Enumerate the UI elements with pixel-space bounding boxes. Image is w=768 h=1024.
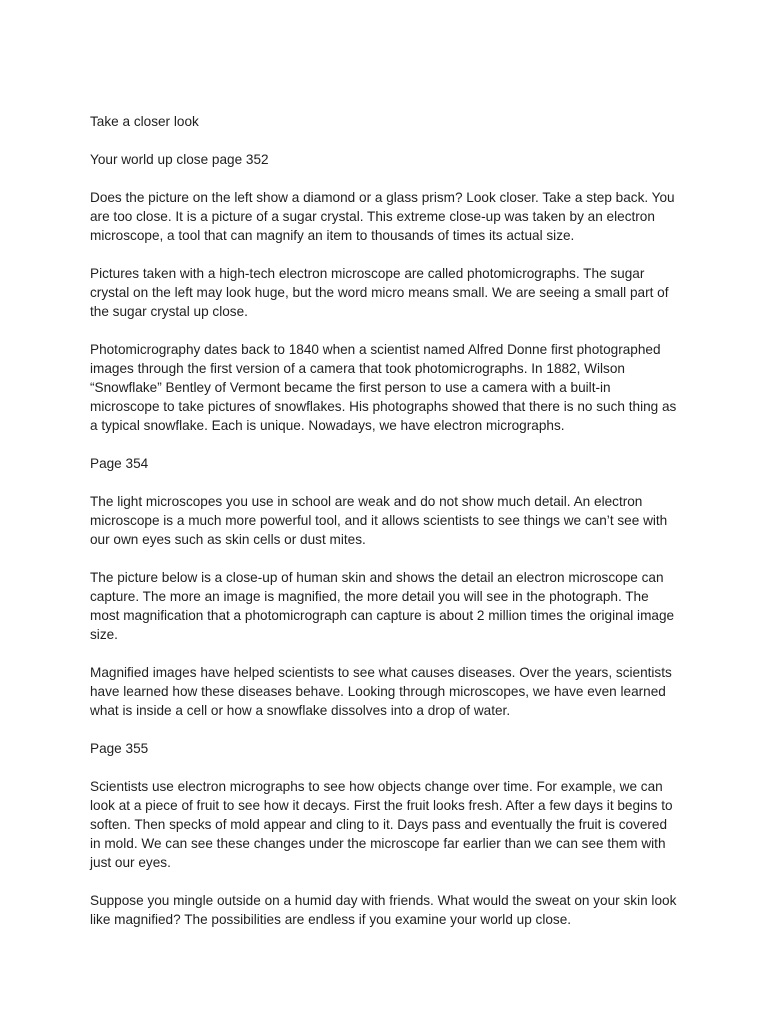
paragraph: Does the picture on the left show a diamond or a glass prism? Look closer. Take a step back. You are too close. It is a picture of a sugar crystal. This extreme close-up was taken by an electron microscope, a tool that can magnify an item to thousands of times its actual size. [90,190,675,243]
document-body [90,112,680,948]
paragraph: The picture below is a close-up of human skin and shows the detail an electron microscope can capture. The more an image is magnified, the more detail you will see in the photograph. The most magnification that a photomicrograph can capture is about 2 million times the original image size. [90,570,675,642]
section-heading: Your world up close page 352 [90,152,269,167]
document-title: Take a closer look [90,114,199,129]
paragraph: Photomicrography dates back to 1840 when a scientist named Alfred Donne first photographed images through the first version of a camera that took photomicrographs. In 1882, Wilson “Snowflake” Bentley of Vermont became the first person to use a camera with a built-in microscope to take pictures of snowflakes. His photographs showed that there is no such thing as a typical snowflake. Each is unique. Nowadays, we have electron micrographs. [90,342,677,433]
paragraph: Scientists use electron micrographs to see how objects change over time. For example, we can look at a piece of fruit to see how it decays. First the fruit looks fresh. After a few days it begins to soften. Then specks of mold appear and cling to it. Days pass and eventually the fruit is covered in mold. We can see these changes under the microscope far earlier than we can see them with just our eyes. [90,779,673,870]
section-heading: Page 354 [90,456,149,471]
section-heading: Page 355 [90,741,149,756]
paragraph: The light microscopes you use in school are weak and do not show much detail. An electron microscope is a much more powerful tool, and it allows scientists to see things we can’t see with our own eyes such as skin cells or dust mites. [90,494,668,547]
paragraph: Magnified images have helped scientists to see what causes diseases. Over the years, scientists have learned how these diseases behave. Looking through microscopes, we have even learned what is inside a cell or how a snowflake dissolves into a drop of water. [90,665,672,718]
paragraph: Suppose you mingle outside on a humid day with friends. What would the sweat on your skin look like magnified? The possibilities are endless if you examine your world up close. [90,893,677,927]
paragraph: Pictures taken with a high-tech electron microscope are called photomicrographs. The sugar crystal on the left may look huge, but the word micro means small. We are seeing a small part of the sugar crystal up close. [90,266,669,319]
